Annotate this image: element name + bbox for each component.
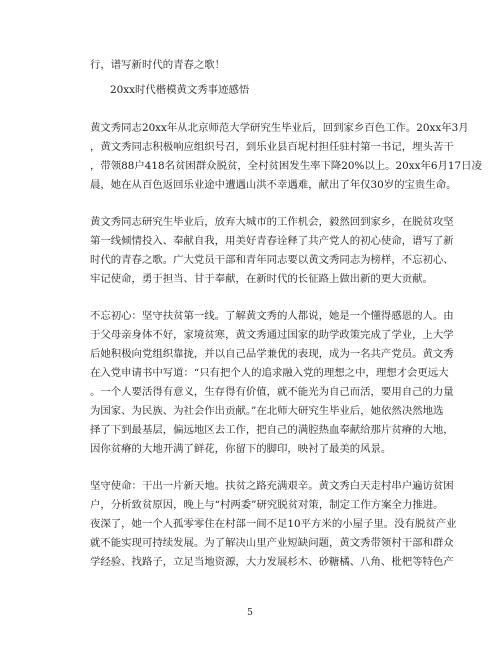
text-line: 黄文秀同志研究生毕业后，放弃大城市的工作机会，毅然回到家乡，在脱贫攻坚 xyxy=(90,216,454,228)
text-line: 于父母亲身体不好，家境贫寒，黄文秀通过国家的助学政策完成了学业，上大学 xyxy=(90,329,454,341)
text-line: 后她积极向党组织靠拢，并以自己品学兼优的表现，成为一名共产党员。黄文秀 xyxy=(90,348,454,360)
page-number: 5 xyxy=(247,608,253,618)
text-line: 择了下到最基层，偏远地区去工作，把自己的满腔热血奉献给那片贫瘠的大地， xyxy=(90,424,454,436)
text-line: 行，谱写新时代的青春之歌！ xyxy=(90,59,226,71)
text-line: 坚守使命：干出一片新天地。扶贫之路充满艰辛。黄文秀白天走村串户遍访贫困 xyxy=(90,480,454,492)
text-line: 时代的青春之歌。广大党员干部和青年同志要以黄文秀同志为榜样，不忘初心、 xyxy=(90,254,454,266)
text-line: 夜深了，她一个人孤零零住在村部一间不足10平方米的小屋子里。没有脱贫产业 xyxy=(90,518,457,530)
text-line: 晨，她在从百色返回乐业途中遭遇山洪不幸遇难，献出了年仅30岁的宝贵生命。 xyxy=(90,179,457,191)
text-line: 。一个人要活得有意义，生存得有价值，就不能光为自己而活，要用自己的力量 xyxy=(90,386,454,398)
text-line: 牢记使命，勇于担当、甘于奉献，在新时代的长征路上做出新的更大贡献。 xyxy=(90,273,433,285)
text-line: 户，分析致贫原因，晚上与“村两委”研究脱贫对策，制定工作方案全力推进。 xyxy=(90,499,444,511)
text-line: ，带领88户418名贫困群众脱贫，全村贫困发生率下降20%以上。20xx年6月17日凌 xyxy=(90,160,482,172)
text-line: ，黄文秀同志积极响应组织号召，到乐业县百坭村担任驻村第一书记，埋头苦干 xyxy=(90,141,454,153)
section-heading: 20xx时代楷模黄文秀事迹感悟 xyxy=(110,84,250,96)
text-line: 学经验、找路子，立足当地资源，大力发展杉木、砂糖橘、八角、枇杷等特色产 xyxy=(90,556,454,568)
text-line: 黄文秀同志20xx年从北京师范大学研究生毕业后，回到家乡百色工作。20xx年3月 xyxy=(90,122,469,134)
text-line: 在入党申请书中写道：“只有把个人的追求融入党的理想之中，理想才会更远大 xyxy=(90,367,449,379)
text-line: 不忘初心：坚守扶贫第一线。了解黄文秀的人都说，她是一个懂得感恩的人。由 xyxy=(90,310,454,322)
text-line: 第一线倾情投入、奉献自我，用美好青春诠释了共产党人的初心使命，谱写了新 xyxy=(90,235,454,247)
text-line: 就不能实现可持续发展。为了解决山里产业短缺问题，黄文秀带领村干部和群众 xyxy=(90,537,454,549)
text-line: 因你贫瘠的大地开满了鲜花，你留下的脚印，映衬了最美的风景。 xyxy=(90,443,392,455)
text-line: 为国家、为民族、为社会作出贡献。”在北师大研究生毕业后，她依然决然地选 xyxy=(90,405,444,417)
